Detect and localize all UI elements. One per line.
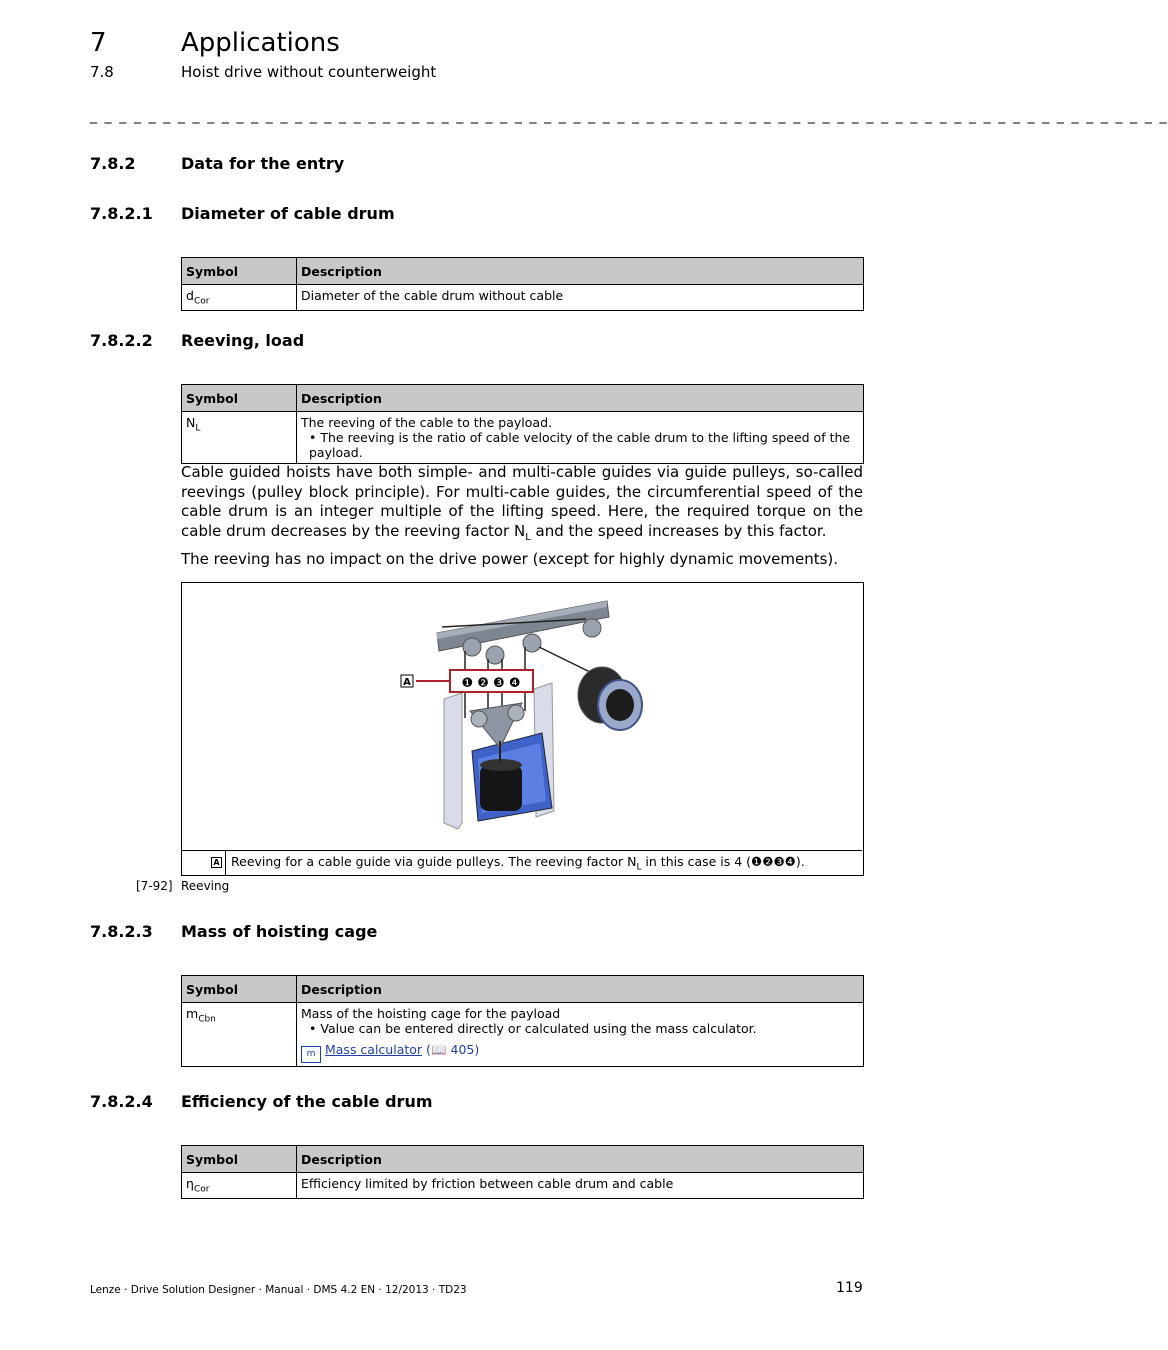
description-cell: Diameter of the cable drum without cable — [297, 285, 864, 311]
heading-title: Reeving, load — [181, 331, 305, 350]
heading-title: Efficiency of the cable drum — [181, 1092, 433, 1111]
page-ref[interactable]: 405 — [450, 1042, 475, 1057]
symbol-table-efficiency — [181, 1145, 864, 1199]
heading-number: 7.8.2.1 — [90, 204, 153, 223]
description-cell: Mass of the hoisting cage for the payload • Value can be entered directly or calculated using the mass calculator. m Mass calculator (📖 405) — [297, 1003, 864, 1067]
symbol-table-diameter — [181, 257, 864, 311]
book-icon: 📖 — [430, 1042, 447, 1057]
symbol-cell: $N_L$ — [182, 412, 297, 464]
column-header-description: Description — [297, 976, 864, 1003]
legend-key-a: A — [211, 857, 222, 868]
table-row — [182, 1173, 864, 1199]
legend-text: Reeving for a cable guide via guide pulleys. The reeving factor $N_L$ in this case is 4 (❶❷❸❹). — [231, 854, 805, 873]
symbol-cell: $\eta_{Cor}$ — [182, 1173, 297, 1199]
heading-title: Diameter of cable drum — [181, 204, 395, 223]
column-header-symbol: Symbol — [182, 1146, 297, 1173]
section-title: Hoist drive without counterweight — [181, 63, 437, 81]
figure-number: [7-92] — [136, 879, 173, 893]
body-paragraph: The reeving has no impact on the drive power (except for highly dynamic movements). — [181, 550, 839, 568]
symbol-table-reeving — [181, 384, 864, 464]
heading-title: Data for the entry — [181, 154, 345, 173]
column-header-symbol: Symbol — [182, 976, 297, 1003]
chapter-number: 7 — [90, 28, 107, 58]
figure-legend — [181, 850, 862, 875]
heading-number: 7.8.2.3 — [90, 922, 153, 941]
mass-calculator-icon: m — [301, 1046, 321, 1063]
description-text: Mass of the hoisting cage for the payload — [301, 1006, 561, 1021]
chapter-title: Applications — [181, 28, 340, 58]
heading-number: 7.8.2 — [90, 154, 136, 173]
page-number: 119 — [836, 1280, 863, 1296]
reeving-illustration — [182, 583, 863, 849]
reeving-markers: ❶ ❷ ❸ ❹ — [461, 676, 521, 691]
header-divider: _ _ _ _ _ _ _ _ _ _ _ _ _ _ _ _ _ _ _ _ _ _ _ _ _ _ _ _ _ _ _ _ _ _ _ _ _ _ _ _ _ _ _ _ _ _ _ _ _ _ _ _ _ _ _ _ _ _ _ _ _ _ _ _ _ _ _ _ _ _ _ _ _ _ — [90, 108, 1168, 124]
symbol-cell: $d_{Cor}$ — [182, 285, 297, 311]
column-header-description: Description — [297, 258, 864, 285]
column-header-symbol: Symbol — [182, 385, 297, 412]
heading-number: 7.8.2.2 — [90, 331, 153, 350]
description-cell — [297, 412, 864, 464]
table-row — [182, 285, 864, 311]
table-row — [182, 1003, 864, 1067]
figure-label-a: A — [403, 677, 411, 688]
symbol-cell: $m_{Cbn}$ — [182, 1003, 297, 1067]
table-row — [182, 412, 864, 464]
symbol-table-mass — [181, 975, 864, 1067]
description-text: The reeving of the cable to the payload. — [301, 415, 552, 430]
description-cell: Efficiency limited by friction between cable drum and cable — [297, 1173, 864, 1199]
column-header-symbol: Symbol — [182, 258, 297, 285]
body-paragraph: Cable guided hoists have both simple- and multi-cable guides via guide pulleys, so-called reevings (pulley block principle). For multi-cable guides, the circumferential speed of the cable drum is an integer multiple of the lifting speed. Here, the required torque on the cable drum decreases by the reeving factor $N_L$ and the speed increases by this factor. — [181, 463, 863, 543]
figure-box — [181, 582, 864, 876]
heading-title: Mass of hoisting cage — [181, 922, 378, 941]
footer-text: Lenze · Drive Solution Designer · Manual · DMS 4.2 EN · 12/2013 · TD23 — [90, 1284, 467, 1296]
figure-name: Reeving — [181, 879, 230, 893]
column-header-description: Description — [297, 1146, 864, 1173]
mass-calculator-link[interactable]: Mass calculator — [324, 1042, 423, 1057]
bullet-item: • The reeving is the ratio of cable velocity of the cable drum to the lifting speed of the payload. — [301, 430, 859, 460]
heading-number: 7.8.2.4 — [90, 1092, 153, 1111]
section-number: 7.8 — [90, 63, 114, 81]
column-header-description: Description — [297, 385, 864, 412]
bullet-item: • Value can be entered directly or calculated using the mass calculator. — [301, 1021, 859, 1036]
